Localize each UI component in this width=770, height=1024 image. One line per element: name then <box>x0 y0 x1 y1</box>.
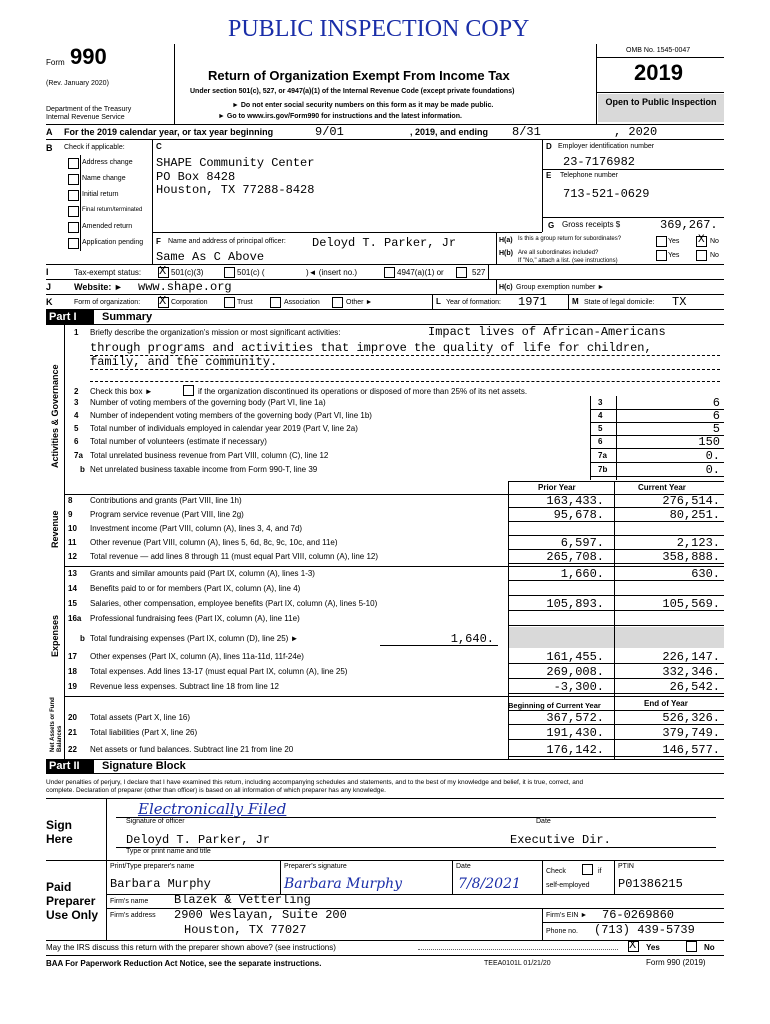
association-label: Association <box>284 299 320 306</box>
preparer-phone: (713) 439-5739 <box>594 923 695 937</box>
discuss-no-label: No <box>704 943 715 952</box>
line-c-label: C <box>156 142 162 151</box>
name-change-checkbox[interactable] <box>68 174 79 185</box>
revenue-prior-value: 95,678. <box>553 508 604 522</box>
irs-link-note[interactable]: ► Go to www.irs.gov/Form990 for instructions and the latest information. <box>218 113 462 120</box>
line-number: b <box>80 465 85 474</box>
mission-line-1: Impact lives of African-Americans <box>428 325 666 339</box>
fundraising-total-text: Total fundraising expenses (Part IX, column (D), line 25) ► <box>90 634 299 643</box>
gov-line-value: 6 <box>712 409 720 423</box>
revenue-line-text: Program service revenue (Part VIII, line 2g) <box>90 510 244 519</box>
hb-yes-label: Yes <box>668 252 680 259</box>
revenue-line-text: Investment income (Part VIII, column (A), lines 3, 4, and 7d) <box>90 524 303 533</box>
application-pending-checkbox[interactable] <box>68 238 79 249</box>
use-only-label: Use Only <box>46 908 99 922</box>
form-number: 990 <box>70 44 107 69</box>
address-change-label: Address change <box>82 159 133 166</box>
firm-ein-label: Firm's EIN ► <box>546 912 588 919</box>
side-expenses: Expenses <box>50 614 60 657</box>
sign-label: Sign <box>46 818 72 832</box>
self-employed-checkbox[interactable] <box>582 864 593 875</box>
application-pending-label: Application pending <box>82 239 144 246</box>
gov-line-box: 7a <box>598 451 607 460</box>
ptin-header: PTIN <box>618 863 634 870</box>
form-title: Return of Organization Exempt From Income Tax <box>208 68 510 83</box>
501c3-mark: X <box>159 264 167 278</box>
revenue-current-value: 80,251. <box>669 508 720 522</box>
gross-receipts-value: 369,267. <box>660 218 718 232</box>
if-label: if <box>598 868 602 875</box>
hc-text: Group exemption number ► <box>516 284 605 291</box>
501c3-label: 501(c)(3) <box>171 268 204 277</box>
part1-tag: Part I <box>46 310 94 324</box>
gov-line-text: Total number of individuals employed in calendar year 2019 (Part V, line 2a) <box>90 424 358 433</box>
line-number: 17 <box>68 652 77 661</box>
end-year-header: End of Year <box>644 699 688 708</box>
expense-prior-value: 105,893. <box>546 597 604 611</box>
name-change-label: Name change <box>82 175 126 182</box>
discontinued-checkbox[interactable] <box>183 385 194 396</box>
prior-year-header: Prior Year <box>538 483 576 492</box>
amended-return-label: Amended return <box>82 223 133 230</box>
line1-text: Briefly describe the organization's mission or most significant activities: <box>90 328 341 337</box>
discuss-question: May the IRS discuss this return with the preparer shown above? (see instructions) <box>46 943 336 952</box>
tax-exempt-label: Tax-exempt status: <box>74 268 142 277</box>
line-number: 20 <box>68 713 77 722</box>
ein-label: Employer identification number <box>558 143 655 150</box>
ssn-note: ► Do not enter social security numbers on this form as it may be made public. <box>232 102 494 109</box>
line-j-label: J <box>46 282 52 292</box>
net-assets-current-value: 379,749. <box>662 726 720 740</box>
phone-label: Phone no. <box>546 928 578 935</box>
net-assets-current-value: 146,577. <box>662 743 720 757</box>
line-number: 9 <box>68 510 73 519</box>
ein-value: 23-7176982 <box>563 155 636 169</box>
net-assets-prior-value: 176,142. <box>546 743 604 757</box>
part2-tag: Part II <box>46 759 94 773</box>
signer-title: Executive Dir. <box>510 833 611 847</box>
line-d-label: D <box>546 142 552 151</box>
domicile-value: TX <box>672 295 687 309</box>
initial-return-label: Initial return <box>82 191 119 198</box>
check-header: Check <box>546 868 566 875</box>
self-employed-label: self-employed <box>546 882 590 889</box>
beginning-year-header: Beginning of Current Year <box>508 701 601 710</box>
gov-line-value: 6 <box>712 396 720 410</box>
current-year-header: Current Year <box>638 483 686 492</box>
hb-note: If "No," attach a list. (see instructions) <box>518 258 618 264</box>
address-change-checkbox[interactable] <box>68 158 79 169</box>
line-number: 16a <box>68 614 82 623</box>
expense-prior-value: -3,300. <box>553 680 604 694</box>
mission-line-3: family, and the community. <box>90 355 278 369</box>
line-number: 5 <box>74 424 79 433</box>
part1-title: Summary <box>102 311 153 323</box>
revenue-line-text: Other revenue (Part VIII, column (A), lines 5, 6d, 8c, 9c, 10c, and 11e) <box>90 538 338 547</box>
line-l-label: L <box>436 297 441 306</box>
open-to-public: Open to Public Inspection <box>598 94 724 122</box>
omb-number: OMB No. 1545-0047 <box>626 47 691 54</box>
corporation-mark: X <box>159 294 167 308</box>
trust-label: Trust <box>237 299 253 306</box>
gross-receipts-label: Gross receipts $ <box>562 220 621 229</box>
telephone-label: Telephone number <box>560 172 618 179</box>
hb-no-label: No <box>710 252 719 259</box>
expense-line-text: Benefits paid to or for members (Part IX, column (A), line 4) <box>90 584 301 593</box>
501c-checkbox[interactable] <box>224 267 235 278</box>
4947-label: 4947(a)(1) or <box>397 268 444 277</box>
expense-current-value: 226,147. <box>662 650 720 664</box>
preparer-label: Preparer <box>46 894 96 908</box>
revenue-current-value: 2,123. <box>676 536 720 550</box>
revenue-current-value: 276,514. <box>662 494 720 508</box>
side-revenue: Revenue <box>50 510 60 548</box>
side-net-assets: Net Assets or Fund Balances <box>50 697 63 752</box>
year-formation-label: Year of formation: <box>446 299 501 306</box>
website-label: Website: ► <box>74 282 123 292</box>
paid-label: Paid <box>46 880 72 894</box>
form-of-org-label: Form of organization: <box>74 299 141 306</box>
firm-name: Blazek & Vetterling <box>174 893 311 907</box>
line-number: 13 <box>68 569 77 578</box>
trust-checkbox[interactable] <box>224 297 235 308</box>
year-formation-value: 1971 <box>518 295 547 309</box>
preparer-name-header: Print/Type preparer's name <box>110 863 195 870</box>
gov-line-value: 0. <box>705 449 720 463</box>
gov-line-text: Number of independent voting members of the governing body (Part VI, line 1b) <box>90 411 372 420</box>
revenue-line-text: Total revenue — add lines 8 through 11 (must equal Part VIII, column (A), line 12) <box>90 552 378 561</box>
gov-line-text: Total unrelated business revenue from Part VIII, column (C), line 12 <box>90 451 329 460</box>
line2-text: Check this box ► <box>90 387 153 396</box>
name-title-label: Type or print name and title <box>126 848 211 855</box>
line-number: 22 <box>68 745 77 754</box>
final-return-checkbox[interactable] <box>68 206 79 217</box>
ha-yes-label: Yes <box>668 238 680 245</box>
expense-line-text: Professional fundraising fees (Part IX, column (A), line 11e) <box>90 614 300 623</box>
org-address-2: Houston, TX 77288-8428 <box>156 183 315 197</box>
hb-label: H(b) <box>499 250 513 257</box>
line-k-label: K <box>46 297 53 307</box>
irs-label: Internal Revenue Service <box>46 114 125 121</box>
telephone-value: 713-521-0629 <box>563 187 650 201</box>
fundraising-total-value: 1,640. <box>450 632 494 646</box>
line-number: 14 <box>68 584 77 593</box>
tax-year: 2019 <box>634 60 683 85</box>
line-number: 18 <box>68 667 77 676</box>
line-b-label: B <box>46 143 53 153</box>
line-number: 21 <box>68 728 77 737</box>
expense-current-value: 26,542. <box>669 680 720 694</box>
line-g-label: G <box>548 221 555 230</box>
treasury-dept: Department of the Treasury <box>46 106 132 113</box>
net-assets-line-text: Net assets or fund balances. Subtract line 21 from line 20 <box>90 745 294 754</box>
signer-name: Deloyd T. Parker, Jr <box>126 833 271 847</box>
org-address-1: PO Box 8428 <box>156 170 236 184</box>
line2-rest: if the organization discontinued its operations or disposed of more than 25% of its net assets. <box>198 387 528 396</box>
sign-date-label: Date <box>536 818 551 825</box>
expense-line-text: Grants and similar amounts paid (Part IX, column (A), lines 1-3) <box>90 569 315 578</box>
net-assets-line-text: Total assets (Part X, line 16) <box>90 713 191 722</box>
preparer-date: 7/8/2021 <box>458 876 521 892</box>
expense-prior-value: 1,660. <box>560 567 604 581</box>
principal-officer-name: Deloyd T. Parker, Jr <box>312 236 457 250</box>
tax-year-end-year: , 2020 <box>614 125 658 139</box>
gov-line-value: 150 <box>698 435 720 449</box>
line-a-text: For the 2019 calendar year, or tax year beginning <box>64 127 274 137</box>
line2-number: 2 <box>74 387 79 396</box>
form-footer-id: Form 990 (2019) <box>646 958 706 967</box>
public-inspection-banner: PUBLIC INSPECTION COPY <box>228 16 530 42</box>
line-m-label: M <box>572 297 579 306</box>
line-a-mid: , 2019, and ending <box>410 127 489 137</box>
gov-line-box: 3 <box>598 398 603 407</box>
expense-line-text: Other expenses (Part IX, column (A), lines 11a-11d, 11f-24e) <box>90 652 304 661</box>
line-number: 10 <box>68 524 77 533</box>
amended-return-checkbox[interactable] <box>68 222 79 233</box>
line-number: 7a <box>74 451 83 460</box>
line-number: 11 <box>68 538 77 547</box>
penalty-text-1: Under penalties of perjury, I declare that I have examined this return, including accompanying schedules and statements, and to the best of my knowledge and belief, it is true, correct, and <box>46 779 584 786</box>
gov-line-text: Number of voting members of the governing body (Part VI, line 1a) <box>90 398 326 407</box>
line-i-label: I <box>46 267 49 277</box>
gov-line-value: 5 <box>712 422 720 436</box>
revenue-prior-value: 163,433. <box>546 494 604 508</box>
expense-line-text: Salaries, other compensation, employee benefits (Part IX, column (A), lines 5-10) <box>90 599 378 608</box>
firm-ein: 76-0269860 <box>602 908 675 922</box>
4947-checkbox[interactable] <box>384 267 395 278</box>
line-f-label: F <box>156 237 161 246</box>
expense-current-value: 105,569. <box>662 597 720 611</box>
discuss-yes-label: Yes <box>646 943 660 952</box>
ha-text: Is this a group return for subordinates? <box>518 236 622 242</box>
form-subtitle: Under section 501(c), 527, or 4947(a)(1) of the Internal Revenue Code (except private foundations) <box>190 88 515 95</box>
expense-prior-value: 161,455. <box>546 650 604 664</box>
revenue-line-text: Contributions and grants (Part VIII, line 1h) <box>90 496 242 505</box>
firm-address-label: Firm's address <box>110 912 156 919</box>
gov-line-box: 5 <box>598 424 603 433</box>
gov-line-value: 0. <box>705 463 720 477</box>
firm-name-label: Firm's name <box>110 898 149 905</box>
here-label: Here <box>46 832 73 846</box>
other-checkbox[interactable] <box>332 297 343 308</box>
revenue-prior-value: 265,708. <box>546 550 604 564</box>
gov-line-text: Net unrelated business taxable income from Form 990-T, line 39 <box>90 465 318 474</box>
expense-current-value: 630. <box>691 567 720 581</box>
ha-no-mark: X <box>698 234 705 246</box>
line-number: 4 <box>74 411 79 420</box>
expense-line-text: Revenue less expenses. Subtract line 18 from line 12 <box>90 682 279 691</box>
527-checkbox[interactable] <box>456 267 467 278</box>
firm-address-2: Houston, TX 77027 <box>184 923 307 937</box>
gov-line-box: 7b <box>598 465 608 474</box>
preparer-date-header: Date <box>456 863 471 870</box>
net-assets-prior-value: 191,430. <box>546 726 604 740</box>
final-return-label: Final return/terminated <box>82 207 143 213</box>
line-number: 8 <box>68 496 73 505</box>
baa-notice: BAA For Paperwork Reduction Act Notice, see the separate instructions. <box>46 959 322 968</box>
revenue-prior-value: 6,597. <box>560 536 604 550</box>
form-revision: (Rev. January 2020) <box>46 80 109 87</box>
gov-line-box: 4 <box>598 411 603 420</box>
501c-label: 501(c) ( <box>237 268 265 277</box>
principal-officer-label: Name and address of principal officer: <box>168 238 286 245</box>
gov-line-text: Total number of volunteers (estimate if necessary) <box>90 437 267 446</box>
line-number: b <box>80 634 85 643</box>
line-e-label: E <box>546 171 552 180</box>
penalty-text-2: complete. Declaration of preparer (other than officer) is based on all information of which preparer has any knowledge. <box>46 787 386 794</box>
tax-year-begin: 9/01 <box>315 125 344 139</box>
part2-title: Signature Block <box>102 760 186 772</box>
website-value[interactable]: www.shape.org <box>138 280 232 294</box>
side-activities-governance: Activities & Governance <box>50 364 60 468</box>
line-number: 6 <box>74 437 79 446</box>
signature-officer-label: Signature of officer <box>126 818 185 825</box>
ha-no-label: No <box>710 238 719 245</box>
revenue-current-value: 358,888. <box>662 550 720 564</box>
expense-current-value: 332,346. <box>662 665 720 679</box>
association-checkbox[interactable] <box>270 297 281 308</box>
527-label: 527 <box>472 268 486 277</box>
expense-prior-value: 269,008. <box>546 665 604 679</box>
ha-yes-checkbox[interactable] <box>656 236 667 247</box>
form-label: Form <box>46 58 65 67</box>
expense-line-text: Total expenses. Add lines 13-17 (must equal Part IX, column (A), line 25) <box>90 667 348 676</box>
firm-address-1: 2900 Weslayan, Suite 200 <box>174 908 347 922</box>
hc-label: H(c) <box>499 284 513 291</box>
preparer-name: Barbara Murphy <box>110 877 211 891</box>
line1-number: 1 <box>74 328 79 337</box>
line-number: 12 <box>68 552 77 561</box>
line-a-label: A <box>46 127 53 137</box>
gov-line-box: 6 <box>598 437 603 446</box>
domicile-label: State of legal domicile: <box>584 299 655 306</box>
tax-year-end: 8/31 <box>512 125 541 139</box>
hb-yes-checkbox[interactable] <box>656 250 667 261</box>
form-code: TEEA0101L 01/21/20 <box>484 960 551 967</box>
electronic-signature: Electronically Filed <box>138 800 287 818</box>
mission-line-2: through programs and activities that improve the quality of life for children, <box>90 341 652 355</box>
preparer-signature: Barbara Murphy <box>284 876 403 892</box>
net-assets-line-text: Total liabilities (Part X, line 26) <box>90 728 198 737</box>
line-b-text: Check if applicable: <box>64 144 125 151</box>
corporation-label: Corporation <box>171 299 208 306</box>
principal-officer-address: Same As C Above <box>156 250 265 264</box>
net-assets-prior-value: 367,572. <box>546 711 604 725</box>
discuss-no-checkbox[interactable] <box>686 941 697 952</box>
501c-insert: )◄ (insert no.) <box>306 268 358 277</box>
line-number: 3 <box>74 398 79 407</box>
preparer-signature-header: Preparer's signature <box>284 863 347 870</box>
line-number: 15 <box>68 599 77 608</box>
hb-no-checkbox[interactable] <box>696 250 707 261</box>
net-assets-current-value: 526,326. <box>662 711 720 725</box>
other-label: Other ► <box>346 299 373 306</box>
ptin-value: P01386215 <box>618 877 683 891</box>
org-name: SHAPE Community Center <box>156 156 315 170</box>
hb-text: Are all subordinates included? <box>518 250 599 256</box>
initial-return-checkbox[interactable] <box>68 190 79 201</box>
ha-label: H(a) <box>499 237 513 244</box>
line-number: 19 <box>68 682 77 691</box>
discuss-yes-mark: X <box>629 938 637 952</box>
